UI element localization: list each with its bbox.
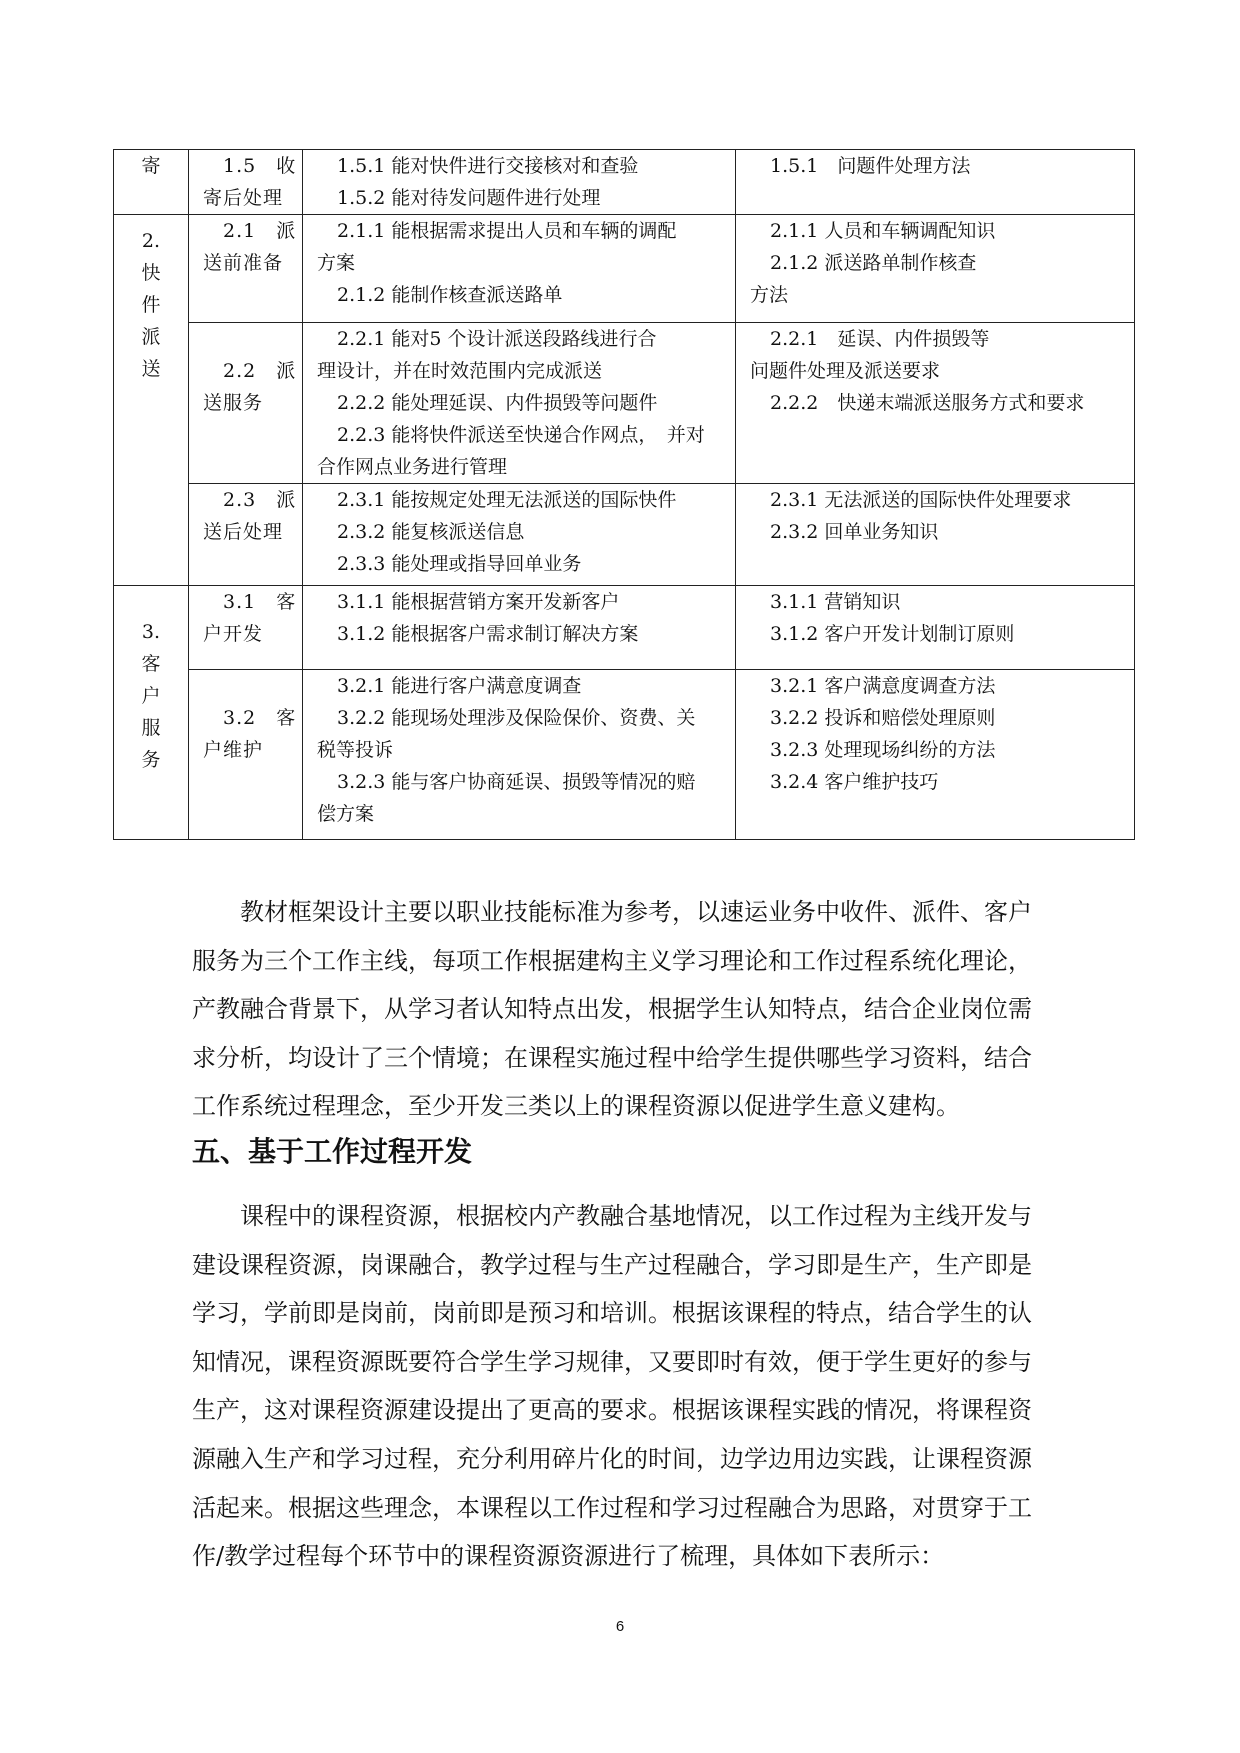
table-row xyxy=(114,670,1135,840)
skill-line: 2.2.2 能处理延误、内件损毁等问题件 xyxy=(337,392,658,414)
page-number: 6 xyxy=(615,1618,625,1635)
subcategory-line: 送后处理 xyxy=(203,521,284,543)
subcategory-cell xyxy=(189,670,303,840)
skill-line: 3.2.3 能与客户协商延误、损毁等情况的赔 xyxy=(337,771,696,793)
paragraph-line: 作/教学过程每个环节中的课程资源资源进行了梳理，具体如下表所示： xyxy=(192,1542,945,1571)
knowledge-line: 2.2.1 延误、内件损毁等 xyxy=(770,328,990,350)
knowledge-requirement-cell xyxy=(736,670,1135,840)
paragraph-line: 建设课程资源，岗课融合，教学过程与生产过程融合，学习即是生产，生产即是 xyxy=(192,1250,1032,1279)
subcategory-line: 送服务 xyxy=(203,392,264,414)
category-char: 客 xyxy=(141,653,161,675)
skill-line: 方案 xyxy=(317,252,356,274)
subcategory-line: 送前准备 xyxy=(203,252,284,274)
skill-line: 2.1.2 能制作核查派送路单 xyxy=(337,284,563,306)
category-char: 派 xyxy=(141,326,161,348)
category-char: 服 xyxy=(141,717,161,739)
category-char: 寄 xyxy=(141,155,161,177)
category-char: 户 xyxy=(141,685,161,707)
paragraph-line: 活起来。根据这些理念，本课程以工作过程和学习过程融合为思路，对贯穿于工 xyxy=(192,1493,1032,1522)
skill-line: 合作网点业务进行管理 xyxy=(317,456,508,478)
paragraph-line: 工作系统过程理念，至少开发三类以上的课程资源以促进学生意义建构。 xyxy=(192,1092,960,1121)
paragraph-framework xyxy=(192,888,1050,1131)
knowledge-line: 2.3.2 回单业务知识 xyxy=(770,521,939,543)
category-cell xyxy=(114,150,189,215)
skill-requirement-cell xyxy=(303,150,736,215)
skill-line: 理设计，并在时效范围内完成派送 xyxy=(317,360,603,382)
category-char: 件 xyxy=(141,294,161,316)
knowledge-line: 2.2.2 快递末端派送服务方式和要求 xyxy=(770,392,1085,414)
knowledge-line: 2.1.2 派送路单制作核查 xyxy=(770,252,977,274)
paragraph-line: 知情况，课程资源既要符合学生学习规律，又要即时有效，便于学生更好的参与 xyxy=(192,1347,1032,1376)
knowledge-line: 问题件处理及派送要求 xyxy=(750,360,941,382)
subcategory-cell xyxy=(189,215,303,323)
skill-line: 税等投诉 xyxy=(317,739,394,761)
subcategory-line: 1.5 收 xyxy=(223,155,297,177)
section-heading: 五、基于工作过程开发 xyxy=(192,1135,473,1168)
category-char: 务 xyxy=(141,749,161,771)
skill-requirement-cell xyxy=(303,586,736,670)
paragraph-line: 教材框架设计主要以职业技能标准为参考，以速运业务中收件、派件、客户 xyxy=(240,898,1032,926)
table-row xyxy=(114,150,1135,215)
paragraph-line: 产教融合背景下，从学习者认知特点出发，根据学生认知特点，结合企业岗位需 xyxy=(192,995,1032,1024)
knowledge-requirement-cell xyxy=(736,484,1135,586)
skill-line: 3.1.2 能根据客户需求制订解决方案 xyxy=(337,623,639,645)
paragraph-line: 生产，这对课程资源建设提出了更高的要求。根据该课程实践的情况，将课程资 xyxy=(192,1396,1032,1425)
subcategory-line: 3.1 客 xyxy=(223,591,297,613)
knowledge-line: 3.2.1 客户满意度调查方法 xyxy=(770,675,996,697)
skill-line: 1.5.2 能对待发问题件进行处理 xyxy=(337,187,601,209)
subcategory-cell xyxy=(189,484,303,586)
skill-line: 偿方案 xyxy=(317,803,375,825)
subcategory-cell xyxy=(189,150,303,215)
subcategory-line: 3.2 客 xyxy=(223,707,297,729)
skill-line: 1.5.1 能对快件进行交接核对和查验 xyxy=(337,155,639,177)
knowledge-line: 3.1.2 客户开发计划制订原则 xyxy=(770,623,1015,645)
table-row xyxy=(114,586,1135,670)
paragraph-line: 源融入生产和学习过程，充分利用碎片化的时间，边学边用边实践，让课程资源 xyxy=(192,1444,1032,1473)
subcategory-line: 2.2 派 xyxy=(223,360,297,382)
skill-line: 2.3.1 能按规定处理无法派送的国际快件 xyxy=(337,489,677,511)
knowledge-line: 3.2.4 客户维护技巧 xyxy=(770,771,939,793)
knowledge-line: 2.1.1 人员和车辆调配知识 xyxy=(770,220,996,242)
subcategory-line: 寄后处理 xyxy=(203,187,284,209)
subcategory-cell xyxy=(189,323,303,484)
skill-requirement-cell xyxy=(303,670,736,840)
skills-table-body xyxy=(114,150,1135,840)
category-char: 快 xyxy=(141,262,161,284)
knowledge-requirement-cell xyxy=(736,586,1135,670)
table-row xyxy=(114,323,1135,484)
skill-line: 2.2.1 能对5 个设计派送段路线进行合 xyxy=(337,328,657,350)
category-cell xyxy=(114,586,189,840)
skills-table xyxy=(113,149,1135,840)
table-row xyxy=(114,484,1135,586)
knowledge-requirement-cell xyxy=(736,215,1135,323)
knowledge-line: 2.3.1 无法派送的国际快件处理要求 xyxy=(770,489,1072,511)
table-row xyxy=(114,215,1135,323)
subcategory-line: 户维护 xyxy=(203,739,264,761)
paragraph-resources xyxy=(192,1192,1050,1581)
skill-requirement-cell xyxy=(303,215,736,323)
skill-requirement-cell xyxy=(303,323,736,484)
paragraph-line: 课程中的课程资源，根据校内产教融合基地情况，以工作过程为主线开发与 xyxy=(240,1202,1032,1230)
subcategory-line: 2.3 派 xyxy=(223,489,297,511)
knowledge-line: 3.1.1 营销知识 xyxy=(770,591,901,613)
skill-line: 2.3.2 能复核派送信息 xyxy=(337,521,525,543)
category-char: 2. xyxy=(141,230,161,252)
subcategory-line: 户开发 xyxy=(203,623,264,645)
skill-line: 3.1.1 能根据营销方案开发新客户 xyxy=(337,591,620,613)
skill-line: 2.3.3 能处理或指导回单业务 xyxy=(337,553,582,575)
skill-line: 2.2.3 能将快件派送至快递合作网点， 并对 xyxy=(337,424,705,446)
knowledge-line: 3.2.3 处理现场纠纷的方法 xyxy=(770,739,996,761)
skill-requirement-cell xyxy=(303,484,736,586)
subcategory-line: 2.1 派 xyxy=(223,220,297,242)
knowledge-line: 1.5.1 问题件处理方法 xyxy=(770,155,971,177)
knowledge-line: 方法 xyxy=(750,284,789,306)
paragraph-line: 服务为三个工作主线，每项工作根据建构主义学习理论和工作过程系统化理论， xyxy=(192,946,1032,975)
skill-line: 3.2.1 能进行客户满意度调查 xyxy=(337,675,582,697)
category-char: 3. xyxy=(141,621,161,643)
knowledge-requirement-cell xyxy=(736,323,1135,484)
skill-line: 2.1.1 能根据需求提出人员和车辆的调配 xyxy=(337,220,677,242)
skill-line: 3.2.2 能现场处理涉及保险保价、资费、关 xyxy=(337,707,696,729)
knowledge-requirement-cell xyxy=(736,150,1135,215)
subcategory-cell xyxy=(189,586,303,670)
category-char: 送 xyxy=(141,358,161,380)
knowledge-line: 3.2.2 投诉和赔偿处理原则 xyxy=(770,707,996,729)
paragraph-line: 求分析，均设计了三个情境；在课程实施过程中给学生提供哪些学习资料，结合 xyxy=(192,1043,1032,1072)
paragraph-line: 学习，学前即是岗前，岗前即是预习和培训。根据该课程的特点，结合学生的认 xyxy=(192,1299,1032,1328)
category-cell xyxy=(114,215,189,586)
